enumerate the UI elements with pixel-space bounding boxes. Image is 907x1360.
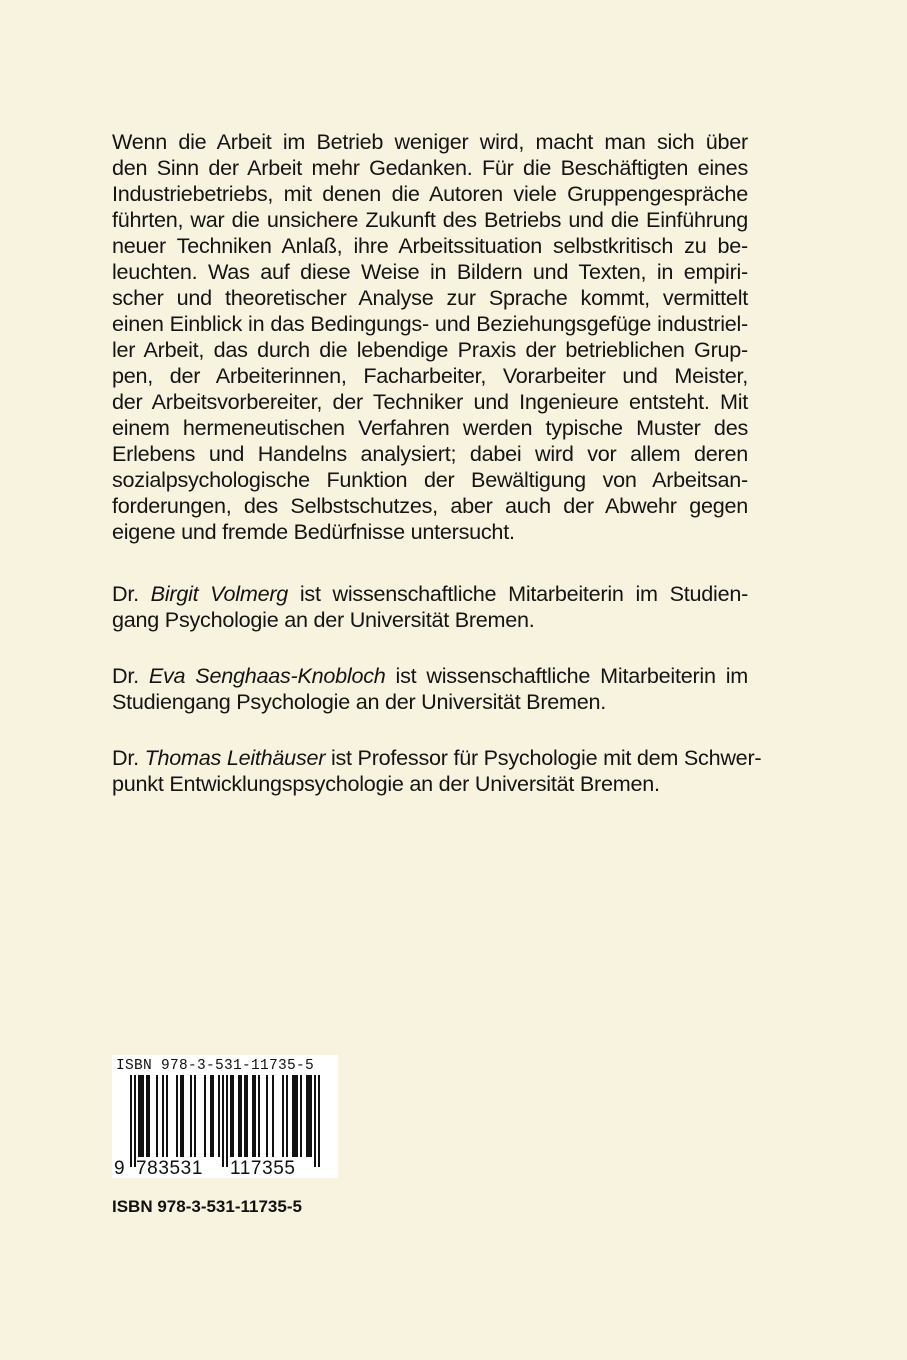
barcode-bar: [306, 1075, 308, 1157]
blurb-line: der Arbeitsvorbereiter, der Techniker und Ingenieure entsteht. Mit: [112, 389, 748, 414]
barcode-bar: [194, 1075, 196, 1157]
barcode-bar: [308, 1075, 310, 1157]
isbn-footer: ISBN 978-3-531-11735-5: [112, 1197, 302, 1216]
barcode-bar: [286, 1075, 288, 1157]
barcode-bar: [232, 1075, 234, 1157]
author-bio-line: gang Psychologie an der Universität Bremen.: [112, 607, 535, 632]
blurb-line: neuer Techniken Anlaß, ihre Arbeitssituation selbstkritisch zu be-: [112, 233, 748, 258]
barcode-bar: [182, 1075, 184, 1157]
barcode-bar: [204, 1075, 206, 1157]
barcode-bar: [176, 1075, 178, 1157]
barcode-bar: [148, 1075, 150, 1157]
blurb-line: pen, der Arbeiterinnen, Facharbeiter, Vorarbeiter und Meister,: [112, 363, 748, 388]
barcode-bar: [134, 1075, 136, 1167]
blurb-line: sozialpsychologische Funktion der Bewältigung von Arbeitsan-: [112, 467, 748, 492]
barcode-bar: [162, 1075, 164, 1157]
author-bio-line: [112, 581, 748, 607]
barcode-bar: [138, 1075, 140, 1157]
barcode-bar-group: [130, 1075, 320, 1167]
barcode-bar: [258, 1075, 260, 1157]
author-name: Eva Senghaas-Knobloch: [148, 663, 386, 688]
blurb-line: einen Einblick in das Bedingungs- und Beziehungsgefüge industriel-: [112, 311, 748, 336]
barcode-bars: [112, 1055, 338, 1178]
blurb-line: leuchten. Was auf diese Weise in Bildern und Texten, in empiri-: [112, 259, 748, 284]
author-bio-senghaas-knobloch: [112, 663, 748, 715]
author-name: Thomas Leithäuser: [144, 745, 326, 770]
author-bio-text: ist Professor für Psychologie mit dem Schwer-: [330, 745, 762, 770]
barcode-isbn-label: ISBN 978-3-531-11735-5: [116, 1058, 315, 1074]
author-bio-volmerg: [112, 581, 748, 633]
barcode-bar: [244, 1075, 246, 1157]
author-bio-text: ist wissenschaftliche Mitarbeiterin im Studien-: [299, 581, 749, 606]
blurb-line: scher und theoretischer Analyse zur Sprache kommt, vermittelt: [112, 285, 748, 310]
barcode-bar: [272, 1075, 274, 1157]
barcode-bar: [146, 1075, 148, 1157]
author-title: Dr.: [112, 745, 139, 770]
blurb-line: einem hermeneutischen Verfahren werden typische Muster des: [112, 415, 748, 440]
barcode-right-digits: 117355: [230, 1158, 296, 1178]
barcode-bar: [140, 1075, 142, 1157]
barcode-bar: [210, 1075, 212, 1157]
barcode-bar: [246, 1075, 248, 1157]
blurb-line: eigene und fremde Bedürfnisse untersucht.: [112, 519, 515, 544]
blurb-line: Industriebetriebs, mit denen die Autoren viele Gruppengespräche: [112, 181, 748, 206]
blurb-line: ler Arbeit, das durch die lebendige Praxis der betrieblichen Grup-: [112, 337, 748, 362]
barcode-bar: [314, 1075, 316, 1167]
barcode-bar: [300, 1075, 302, 1157]
author-bio-leithaeuser: [112, 745, 762, 797]
barcode-bar: [252, 1075, 254, 1157]
barcode-bar: [166, 1075, 168, 1157]
barcode-bar: [282, 1075, 284, 1157]
barcode-bar: [218, 1075, 220, 1157]
barcode-bar: [142, 1075, 144, 1157]
barcode-bar: [266, 1075, 268, 1157]
author-title: Dr.: [112, 663, 139, 688]
blurb-line: den Sinn der Arbeit mehr Gedanken. Für die Beschäftigten eines: [112, 155, 748, 180]
barcode-bar: [318, 1075, 320, 1167]
author-bio-line: Studiengang Psychologie an der Universität Bremen.: [112, 689, 607, 714]
author-name: Birgit Volmerg: [150, 581, 289, 606]
barcode-bar: [156, 1075, 158, 1157]
barcode-bar: [296, 1075, 298, 1157]
author-title: Dr.: [112, 581, 139, 606]
barcode-left-digits: 783531: [136, 1158, 204, 1178]
author-bio-line: [112, 663, 748, 689]
blurb-line: Wenn die Arbeit im Betrieb weniger wird, macht man sich über: [112, 129, 748, 154]
barcode-bar: [212, 1075, 214, 1157]
barcode-bar: [190, 1075, 192, 1157]
barcode-bar: [240, 1075, 242, 1157]
barcode-bar: [222, 1075, 224, 1167]
barcode-bar: [292, 1075, 294, 1157]
barcode-bar: [230, 1075, 232, 1157]
barcode-bar: [180, 1075, 182, 1157]
author-bio-line: punkt Entwicklungspsychologie an der Universität Bremen.: [112, 771, 660, 796]
author-bio-line: [112, 745, 762, 771]
barcode-bar: [226, 1075, 228, 1167]
blurb-paragraph: [112, 129, 748, 545]
blurb-line: forderungen, des Selbstschutzes, aber auch der Abwehr gegen: [112, 493, 748, 518]
author-bio-text: ist wissenschaftliche Mitarbeiterin im: [395, 663, 749, 688]
barcode-first-digit: 9: [114, 1158, 125, 1178]
barcode-bar: [254, 1075, 256, 1157]
barcode-bar: [310, 1075, 312, 1157]
blurb-line: führten, war die unsichere Zukunft des Betriebs und die Einführung: [112, 207, 748, 232]
barcode-bar: [238, 1075, 240, 1157]
barcode-bar: [294, 1075, 296, 1157]
blurb-line: Erlebens und Handelns analysiert; dabei wird vor allem deren: [112, 441, 748, 466]
isbn-barcode: [112, 1055, 338, 1178]
barcode-bar: [130, 1075, 132, 1167]
